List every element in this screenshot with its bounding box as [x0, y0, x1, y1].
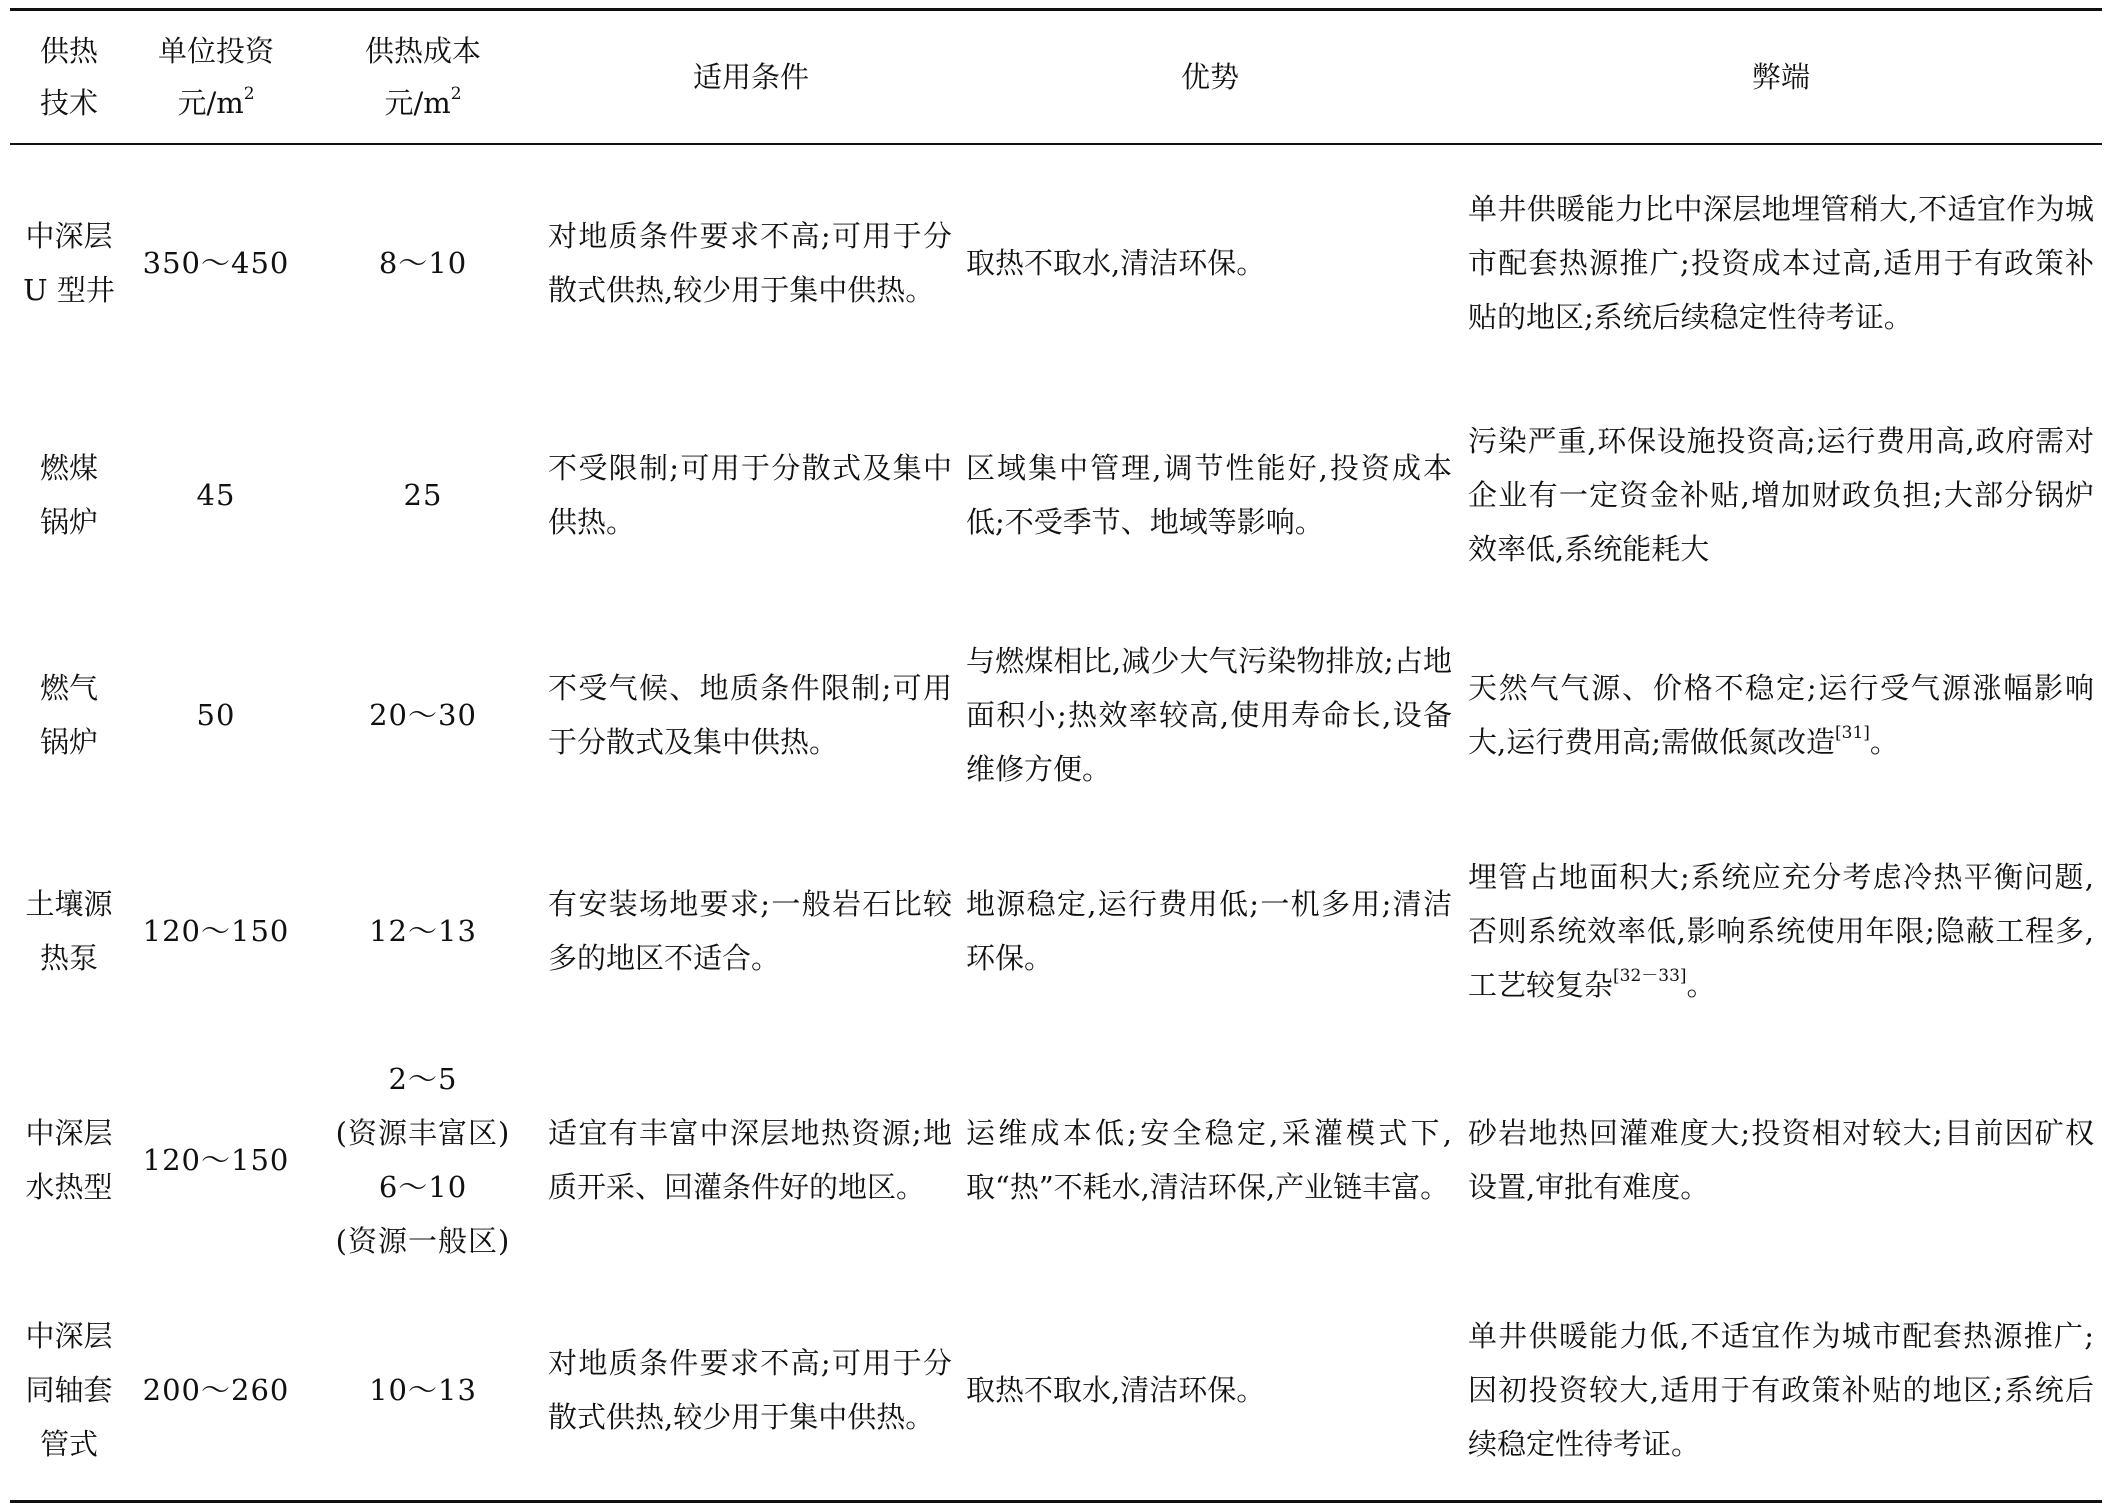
- cell-drawbacks-end: 。: [1686, 967, 1716, 1002]
- cell-conditions: 有安装场地要求;一般岩石比较多的地区不适合。: [548, 886, 952, 975]
- header-drawbacks: 弊端: [1460, 10, 2102, 144]
- cell-cost: 8～10: [378, 246, 468, 280]
- cell-cost-line4: (资源一般区): [335, 1223, 511, 1258]
- cell-tech-line1: 燃气: [39, 670, 98, 705]
- cell-drawbacks-end: 。: [1869, 724, 1899, 759]
- cell-drawbacks: 砂岩地热回灌难度大;投资相对较大;目前因矿权设置,审批有难度。: [1468, 1115, 2094, 1204]
- cell-advantages: 取热不取水,清洁环保。: [966, 246, 1266, 280]
- cell-advantages: 取热不取水,清洁环保。: [960, 1280, 1460, 1502]
- header-advantages: 优势: [960, 10, 1460, 144]
- header-tech-line1: 供热: [39, 33, 98, 68]
- header-tech: [10, 10, 128, 144]
- table-row: [10, 382, 2102, 608]
- header-cost-unit-sup: 2: [450, 83, 462, 104]
- cell-drawbacks-text: 天然气气源、价格不稳定;运行受气源涨幅影响大,运行费用高;需做低氮改造: [1468, 670, 2094, 759]
- header-cost-unit-text: 元/m: [384, 85, 451, 120]
- cell-cost: 25: [403, 477, 443, 512]
- header-conditions: 适用条件: [542, 10, 960, 144]
- table-row: [10, 144, 2102, 382]
- header-cost-unit: [304, 77, 542, 129]
- comparison-table-container: [10, 8, 2102, 1503]
- cell-investment: 200～260: [128, 1280, 304, 1502]
- cell-cost: 20～30: [369, 697, 477, 732]
- cell-tech-line1: 中深层: [25, 219, 113, 253]
- heating-technology-comparison-table: [10, 8, 2102, 1503]
- table-row: [10, 1040, 2102, 1280]
- cell-tech-line2: 同轴套: [25, 1372, 113, 1407]
- header-investment: [128, 10, 304, 144]
- cell-cost-line3: 6～10: [378, 1169, 468, 1204]
- cell-tech-line2: 水热型: [25, 1169, 113, 1204]
- cell-tech-line2: 热泵: [39, 940, 98, 975]
- cell-drawbacks: 污染严重,环保设施投资高;运行费用高,政府需对企业有一定资金补贴,增加财政负担;大部分锅炉效率低,系统能耗大: [1468, 423, 2094, 566]
- cell-investment: 350～450: [142, 246, 290, 280]
- cell-conditions: 不受气候、地质条件限制;可用于分散式及集中供热。: [548, 670, 952, 759]
- cell-investment: 120～150: [142, 1142, 290, 1177]
- cell-drawbacks: 单井供暖能力低,不适宜作为城市配套热源推广;因初投资较大,适用于有政策补贴的地区;系统后续稳定性待考证。: [1460, 1280, 2102, 1502]
- cell-cost-line1: 2～5: [388, 1061, 458, 1096]
- cell-drawbacks: 单井供暖能力比中深层地埋管稍大,不适宜作为城市配套热源推广;投资成本过高,适用于有政策补贴的地区;系统后续稳定性待考证。: [1468, 192, 2094, 334]
- cell-investment: 50: [196, 697, 236, 732]
- citation-ref: [32－33]: [1613, 965, 1687, 986]
- cell-tech-line2: U 型井: [23, 273, 115, 307]
- cell-conditions: 不受限制;可用于分散式及集中供热。: [548, 450, 952, 539]
- header-row: [10, 10, 2102, 144]
- cell-cost: 12～13: [369, 913, 477, 948]
- table-row: [10, 822, 2102, 1040]
- table-row: [10, 608, 2102, 822]
- cell-conditions: 对地质条件要求不高;可用于分散式供热,较少用于集中供热。: [548, 219, 952, 307]
- cell-advantages: 运维成本低;安全稳定,采灌模式下,取“热”不耗水,清洁环保,产业链丰富。: [966, 1115, 1452, 1204]
- cell-tech-line1: 中深层: [25, 1115, 113, 1150]
- table-row: [10, 1280, 2102, 1502]
- header-investment-unit-text: 元/m: [177, 85, 244, 120]
- cell-investment: 120～150: [142, 913, 290, 948]
- header-investment-unit: [128, 77, 304, 129]
- cell-tech: [10, 608, 128, 822]
- cell-cost: [304, 1040, 542, 1280]
- cell-drawbacks-text: 埋管占地面积大;系统应充分考虑冷热平衡问题,否则系统效率低,影响系统使用年限;隐蔽工程多,工艺较复杂: [1468, 859, 2094, 1002]
- cell-tech: [10, 382, 128, 608]
- cell-investment: 45: [196, 477, 236, 512]
- cell-conditions: 对地质条件要求不高;可用于分散式供热,较少用于集中供热。: [542, 1280, 960, 1502]
- header-investment-line1: 单位投资: [157, 33, 274, 68]
- cell-advantages: 地源稳定,运行费用低;一机多用;清洁环保。: [966, 886, 1452, 975]
- header-tech-line2: 技术: [39, 85, 98, 120]
- cell-tech: [10, 1040, 128, 1280]
- cell-drawbacks: [1460, 608, 2102, 822]
- cell-tech: [10, 1280, 128, 1502]
- header-investment-unit-sup: 2: [243, 83, 255, 104]
- cell-tech-line2: 锅炉: [39, 724, 98, 759]
- citation-ref: [31]: [1835, 722, 1870, 743]
- cell-tech-line1: 土壤源: [25, 886, 113, 921]
- cell-cost-line2: (资源丰富区): [335, 1115, 511, 1150]
- header-cost-line1: 供热成本: [364, 33, 481, 68]
- cell-advantages: 区域集中管理,调节性能好,投资成本低;不受季节、地域等影响。: [966, 450, 1452, 539]
- cell-tech-line1: 燃煤: [39, 450, 98, 485]
- cell-tech: [10, 144, 128, 382]
- cell-tech-line1: 中深层: [25, 1318, 113, 1353]
- header-cost: [304, 10, 542, 144]
- cell-cost: 10～13: [304, 1280, 542, 1502]
- cell-tech-line3: 管式: [39, 1426, 98, 1461]
- cell-tech-line2: 锅炉: [39, 504, 98, 539]
- cell-drawbacks: [1460, 822, 2102, 1040]
- cell-tech: [10, 822, 128, 1040]
- cell-conditions: 适宜有丰富中深层地热资源;地质开采、回灌条件好的地区。: [548, 1115, 952, 1204]
- cell-advantages: 与燃煤相比,减少大气污染物排放;占地面积小;热效率较高,使用寿命长,设备维修方便。: [966, 643, 1452, 786]
